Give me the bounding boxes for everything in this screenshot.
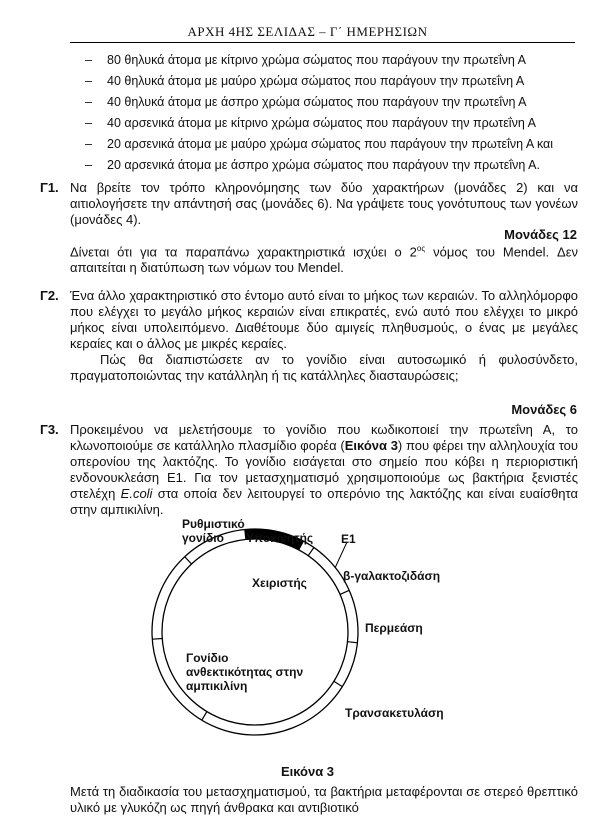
continuation-text: Μετά τη διαδικασία του μετασχηματισμού, τα βακτήρια μεταφέρονται σε στερεό θρεπτικό υλικό με γλυκόζη ως πηγή άνθρακα και αντιβιοτικό <box>70 784 578 815</box>
beta-gal-boundary-tick <box>340 590 349 594</box>
permease-boundary-tick <box>348 642 358 643</box>
plasmid-inner-ring <box>162 539 348 725</box>
page-header: ΑΡΧΗ 4ΗΣ ΣΕΛΙΔΑΣ – Γ΄ ΗΜΕΡΗΣΙΩΝ <box>187 24 428 39</box>
plasmid-diagram <box>100 510 520 760</box>
list-item: – 40 αρσενικά άτομα με κίτρινο χρώμα σώματος που παράγουν την πρωτεΐνη Α <box>85 116 536 130</box>
promoter-label: Υποκινητής <box>246 531 314 545</box>
list-item: – 20 αρσενικά άτομα με άσπρο χρώμα σώματος που παράγουν την πρωτεΐνη Α. <box>85 158 540 172</box>
regulatory-boundary-tick <box>185 557 192 564</box>
plasmid-outer-ring <box>152 529 358 735</box>
figure-caption: Εικόνα 3 <box>280 764 335 779</box>
regulatory-gene-label: Ρυθμιστικό γονίδιο <box>182 517 245 545</box>
marks-g2: Μονάδες 6 <box>511 402 577 417</box>
ampicillin-resistance-label: Γονίδιο ανθεκτικότητας στην αμπικιλίνη <box>186 651 304 693</box>
question-text-g1: Να βρείτε τον τρόπο κληρονόμησης των δύο χαρακτήρων (μονάδες 2) και να αιτιολογήσετε την απάντησή σας (μονάδες 6). Να γράψετε τους γονότυπους των γονέων (μονάδες 4). <box>70 180 578 227</box>
list-item: – 40 θηλυκά άτομα με άσπρο χρώμα σώματος που παράγουν την πρωτεΐνη Α <box>85 95 527 109</box>
question-number-g1: Γ1. <box>40 180 59 195</box>
resistance-boundary-tick <box>152 639 162 640</box>
operator-label: Χειριστής <box>252 576 307 590</box>
offspring-list <box>85 50 553 176</box>
permease-label: Περμεάση <box>365 621 423 635</box>
question-number-g2: Γ2. <box>40 288 59 303</box>
question-text-g2: Ένα άλλο χαρακτηριστικό στο έντομο αυτό είναι το μήκος των κεραιών. Το αλληλόμορφο που ελέγχει το μεγάλο μήκος κεραιών είναι επικρατές, ενώ αυτό που ελέγχει το μικρό μήκος είναι υπολειπόμενο. Διαθέτουμε δύο αμιγείς πληθυσμούς, ο ένας με μεγάλες κεραίες και ο άλλος με μικρές κεραίες. Πώς θα διαπιστώσετε αν το γονίδιο είναι αυτοσωμικό ή φυλοσύνδετο, πραγματοποιώντας την κατάλληλη ή τις κατάλληλες διασταυρώσεις; <box>70 288 578 383</box>
resistance-boundary-tick <box>202 712 207 721</box>
list-item: – 20 αρσενικά άτομα με μαύρο χρώμα σώματος που παράγουν την πρωτεΐνη Α και <box>85 137 554 151</box>
header-divider <box>70 42 575 43</box>
marks-g1: Μονάδες 12 <box>504 227 577 242</box>
list-item: – 40 θηλυκά άτομα με μαύρο χρώμα σώματος που παράγουν την πρωτεΐνη Α <box>85 74 525 88</box>
e1-label: Ε1 <box>341 532 356 546</box>
beta-galactosidase-label: β-γαλακτοζιδάση <box>343 569 441 583</box>
transacetylase-boundary-tick <box>334 681 342 686</box>
question-number-g3: Γ3. <box>40 422 59 437</box>
operator-tick <box>308 548 314 556</box>
list-item: – 80 θηλυκά άτομα με κίτρινο χρώμα σώματος που παράγουν την πρωτεΐνη Α <box>85 53 526 67</box>
transacetylase-label: Τρανσακετυλάση <box>345 706 444 720</box>
question-text-g3: Προκειμένου να μελετήσουμε το γονίδιο που κωδικοποιεί την πρωτεΐνη Α, το κλωνοποιούμε σε κατάλληλο πλασμίδιο φορέα (Εικόνα 3) που φέρει την αλληλουχία του οπερονίου της λακτόζης. Το γονίδιο εισάγεται στο σημείο που κόβει η περιοριστική ενδονουκλεάση Ε1. Για τον μετασχηματισμό χρησιμοποιούμε ως βακτήρια ξενιστές στελέχη E.coli στα οποία δεν λειτουργεί το οπερόνιο της λακτόζης και είναι ευαίσθητα στην αμπικιλίνη. <box>70 422 578 517</box>
note-g1: Δίνεται ότι για τα παραπάνω χαρακτηριστικά ισχύει ο $2^{o\varsigma}$ νόμος του Mendel. Δεν απαιτείται η διατύπωση των νόμων του Mendel. <box>70 244 578 276</box>
